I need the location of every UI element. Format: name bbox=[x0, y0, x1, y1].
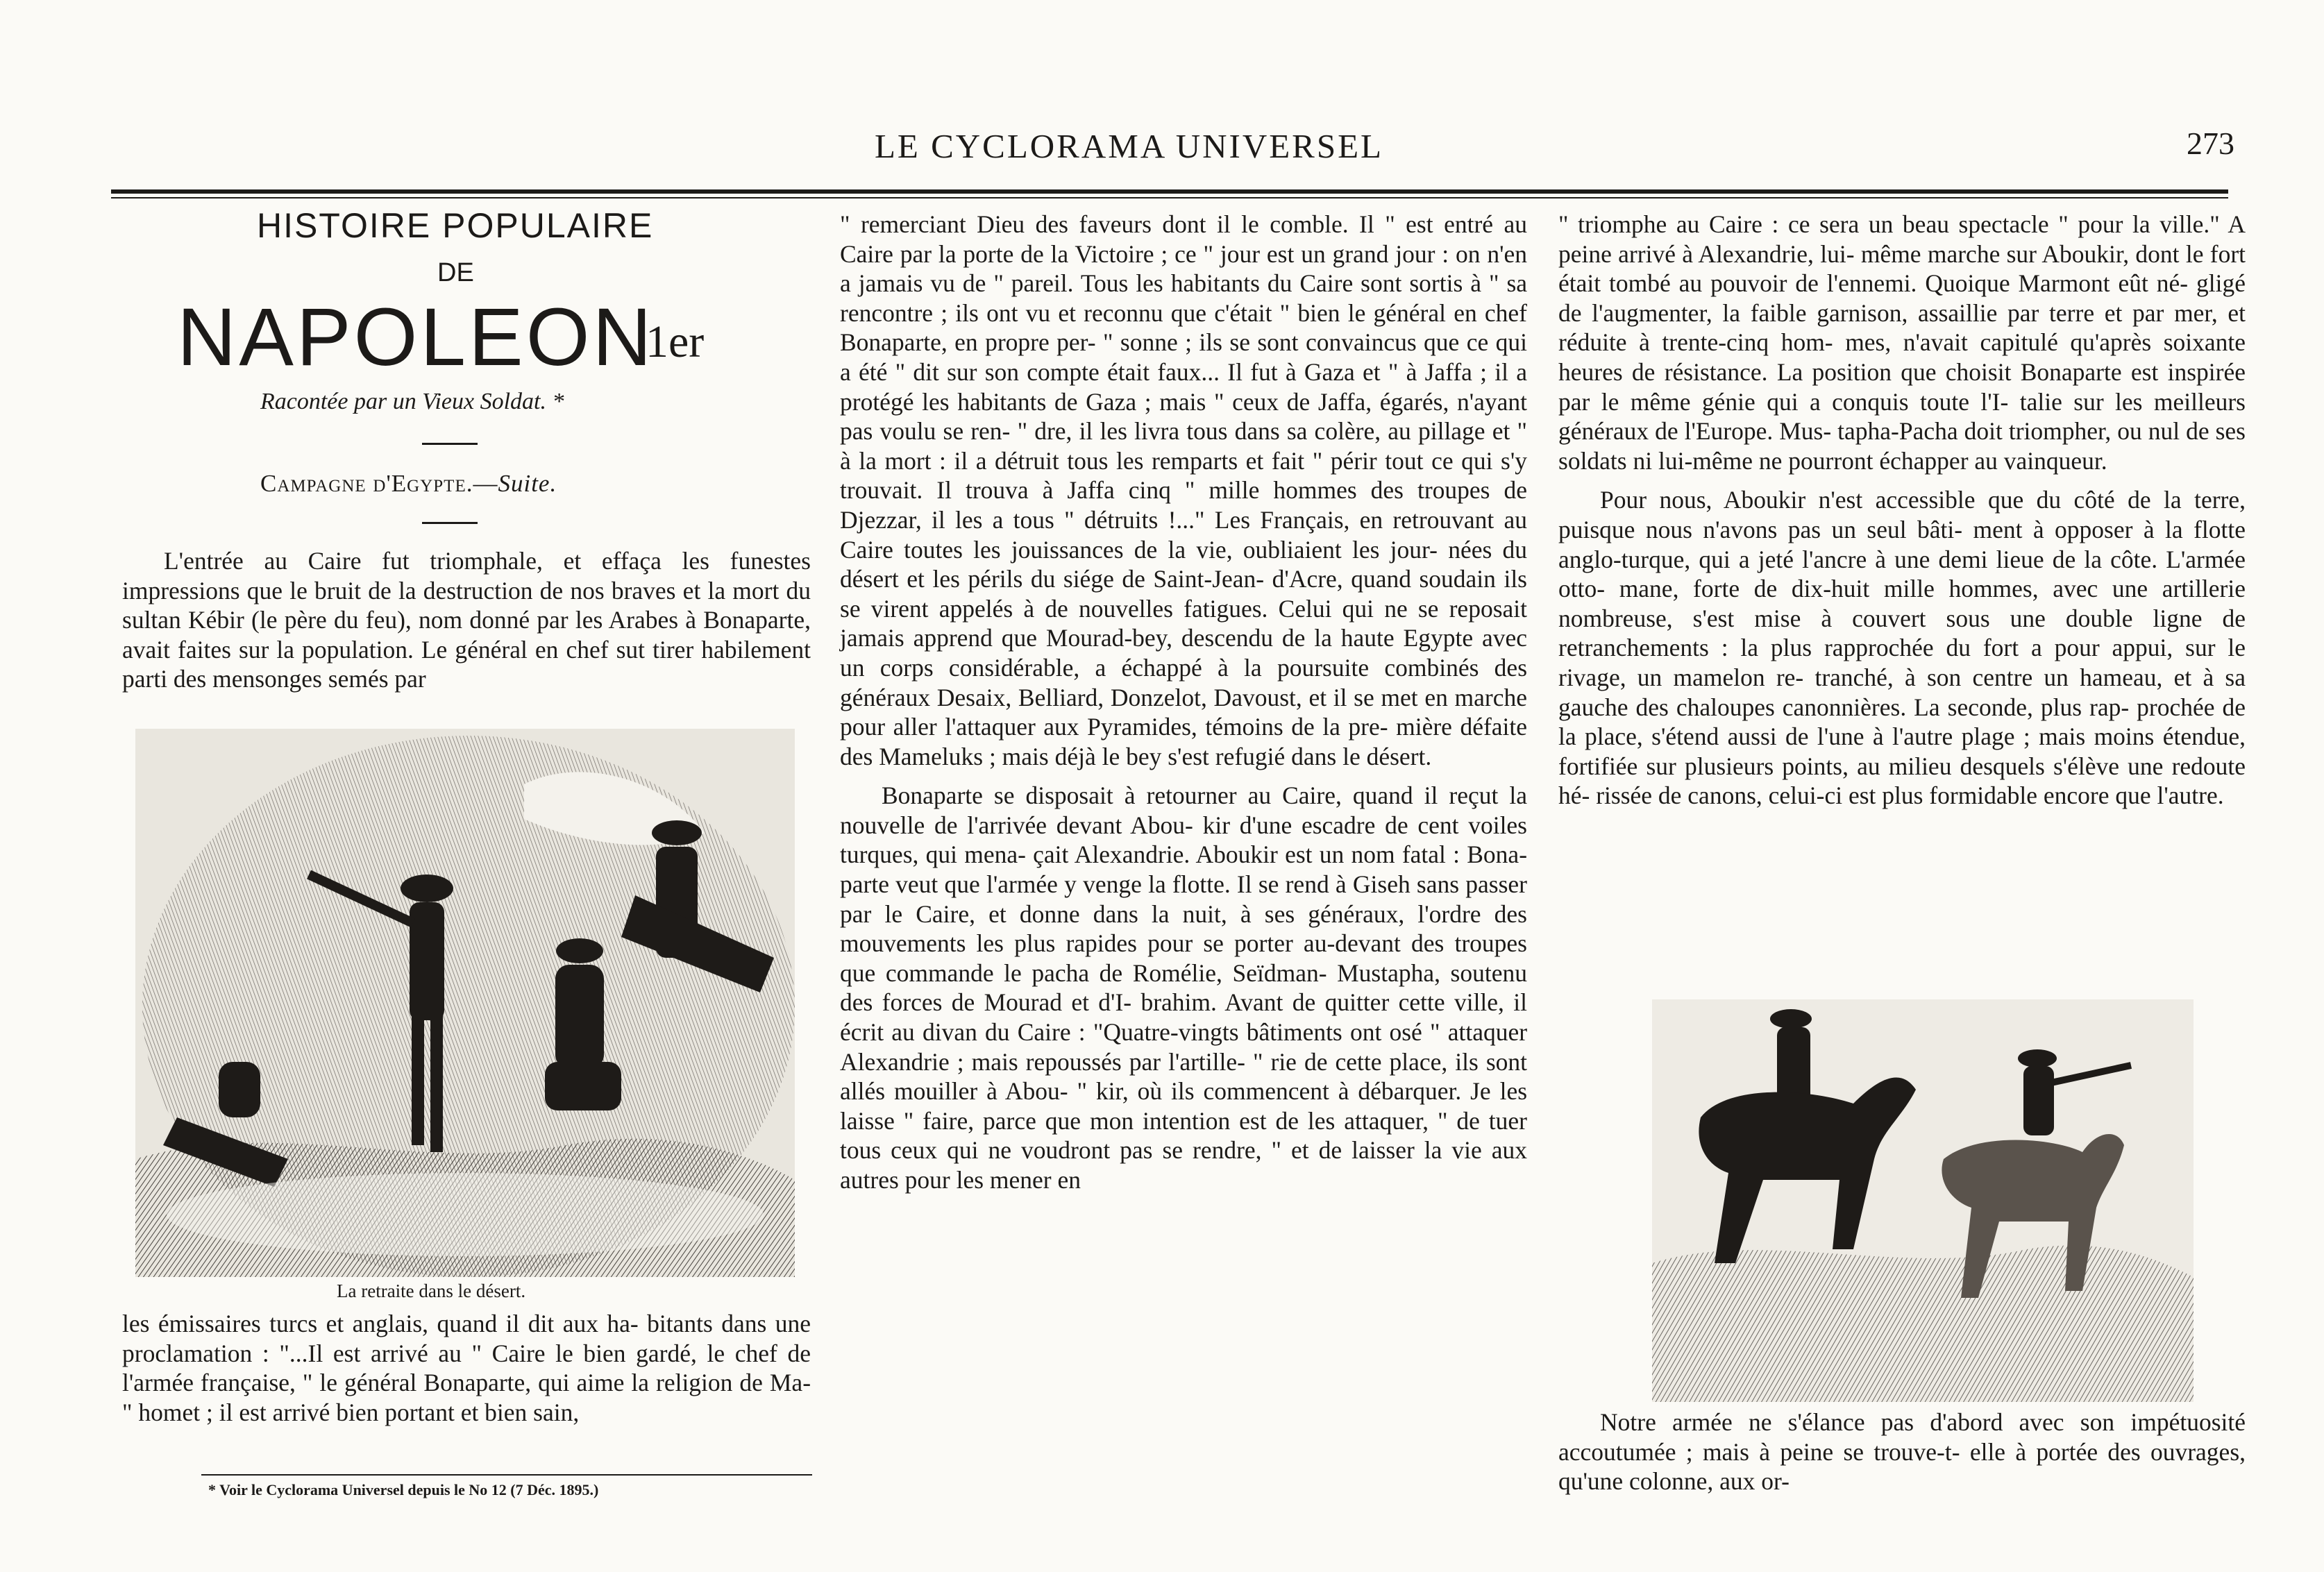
text-line: du fort a pour appui, sur le rivage, un mamelon re- bbox=[1558, 634, 2246, 691]
text-line: double ligne de retranchements : la plus rapprochée bbox=[1558, 604, 2246, 662]
text-line: " bien le général en chef Bonaparte, en propre per- bbox=[840, 298, 1528, 357]
text-line: kir d'une escadre de cent voiles turques, qui mena- bbox=[840, 811, 1528, 869]
text-line: points, au milieu desquels s'élève une redoute hé- bbox=[1558, 752, 2246, 810]
article-byline: Racontée par un Vieux Soldat. * bbox=[260, 389, 564, 414]
text-line: " pareil. Tous les habitants du Caire sont sortis à bbox=[993, 269, 1481, 298]
text-line: refugié dans le désert. bbox=[1215, 742, 1432, 770]
text-line: du feu), nom donné par les Arabes à Bonaparte, bbox=[334, 606, 811, 634]
text-line: " sa rencontre ; ils ont vu et reconnu que c'était bbox=[840, 269, 1528, 327]
text-line: par terre et par mer, et réduite à trente-cinq hom- bbox=[1558, 298, 2246, 357]
text-line: " sonne ; ils se sont convaincus que ce qui a été bbox=[840, 328, 1528, 386]
text-line: elle à portée des ouvrages, qu'une colonne, aux or- bbox=[1558, 1437, 2246, 1496]
text-line: poursuite combinés des généraux Desaix, Belliard, bbox=[840, 653, 1528, 711]
column-1-top bbox=[122, 546, 811, 694]
article-title-ordinal: 1er bbox=[646, 316, 705, 367]
engraving-cavalry-image bbox=[1652, 999, 2194, 1402]
text-line: de la terre, puisque nous n'avons pas un seul bâti- bbox=[1558, 486, 2246, 543]
text-line: Pour nous, Aboukir n'est accessible que du côté bbox=[1600, 486, 2115, 514]
footnote-rule bbox=[201, 1474, 812, 1476]
text-line: gligé de l'augmenter, la faible garnison, assaillie bbox=[1558, 269, 2246, 327]
text-line: " de tuer tous ceux qui ne voudront pas se rendre, bbox=[840, 1106, 1527, 1165]
text-line: bitants dans une proclamation : "...Il est arrivé au bbox=[122, 1310, 811, 1367]
text-line: au pouvoir de l'ennemi. Quoique Marmont eût né- bbox=[1678, 269, 2189, 298]
text-line: les émissaires turcs et anglais, quand il dit aux ha- bbox=[122, 1310, 639, 1337]
engraving-retreat-desert bbox=[135, 729, 795, 1277]
text-line: " à Jaffa ; il a protégé les habitants de Gaza ; mais bbox=[840, 357, 1527, 416]
text-line: aller l'attaquer aux Pyramides, témoins de la pre- bbox=[893, 713, 1388, 741]
text-line: " rie de cette place, ils sont allés mouiller à Abou- bbox=[840, 1047, 1528, 1106]
section-heading bbox=[260, 470, 557, 498]
running-title: LE CYCLORAMA UNIVERSEL bbox=[875, 127, 1383, 165]
text-line: funestes impressions que le bruit de la destruction bbox=[122, 547, 811, 605]
text-line: mes, n'avait capitulé qu'après soixante heures de bbox=[1558, 328, 2246, 386]
text-line: mière défaite des Mameluks ; mais déjà le bey s'est bbox=[840, 713, 1528, 770]
text-line: Donzelot, Davoust, et il se met en marche pour bbox=[840, 683, 1528, 741]
text-line: parte veut que l'armée y venge la flotte. Il se rend bbox=[840, 870, 1329, 899]
text-line: " dre, il les livra tous dans sa colère, au pillage et bbox=[1017, 417, 1510, 446]
text-line: ni lui-même ne pourront échapper au vainqueur. bbox=[1633, 446, 2107, 475]
text-line: " est entré au Caire par la porte de la Victoire ; ce bbox=[840, 210, 1527, 268]
text-line: quand il reçut la nouvelle de l'arrivée devant Abou- bbox=[840, 781, 1527, 839]
text-line: " mille hommes des troupes de Djezzar, il les a tous bbox=[840, 476, 1527, 534]
text-line: à Giseh sans passer par le Caire, et donne dans la bbox=[840, 870, 1527, 928]
text-line: " faire, parce que mon intention est de les attaquer, bbox=[903, 1106, 1429, 1135]
text-line: nuit, à ses généraux, l'ordre des mouvements les bbox=[840, 899, 1527, 958]
text-line: L'entrée au Caire fut triomphale, et effaça les bbox=[164, 547, 709, 575]
heading-divider bbox=[422, 443, 478, 445]
paragraph bbox=[1558, 210, 2246, 475]
text-line: des chaloupes canonnières. La seconde, plus rap- bbox=[1635, 693, 2130, 721]
text-line: divan du Caire : "Quatre-vingts bâtiments ont osé bbox=[922, 1018, 1422, 1047]
text-line: l'ancre à une demi lieue de la côte. L'armée otto- bbox=[1558, 545, 2246, 603]
illustration-caption: La retraite dans le désert. bbox=[337, 1281, 526, 1301]
text-line: que commande le pacha de Romélie, Seïdman- bbox=[840, 958, 1327, 987]
text-line: " pour la ville." A peine arrivé à Alexandrie, lui- bbox=[1558, 210, 2246, 268]
text-line: " homet ; il est arrivé bien portant et bien sain, bbox=[122, 1398, 580, 1426]
paragraph bbox=[122, 1309, 811, 1427]
text-line: toutes les jouissances de la vie, oubliaient les jour- bbox=[904, 535, 1438, 564]
text-line: résistance. La position que choisit Bonaparte est bbox=[1664, 357, 2159, 386]
text-line: plus rapides pour se porter au-devant des troupes bbox=[1014, 929, 1527, 958]
text-line: artillerie nombreuse, s'est mise à couvert sous une bbox=[1558, 575, 2246, 632]
engraving-retreat-desert-image bbox=[135, 729, 795, 1277]
text-line: ment à opposer à la flotte anglo-turque, qui a jeté bbox=[1558, 515, 2246, 573]
text-line: prochée de la place, s'étend aussi de l'une à l'autre bbox=[1558, 693, 2246, 751]
column-1-bottom bbox=[122, 1309, 811, 1427]
article-kicker: HISTOIRE POPULAIRE bbox=[257, 206, 654, 245]
text-line: çait Alexandrie. Aboukir est un nom fatal : Bona- bbox=[1033, 840, 1528, 869]
text-line: " périr tout ce qui s'y trouvait. Il trouva à Jaffa cinq bbox=[840, 446, 1527, 505]
article-title: NAPOLEON bbox=[177, 291, 655, 383]
paragraph bbox=[840, 210, 1527, 771]
footnote: * Voir le Cyclorama Universel depuis le No 12 (7 Déc. 1895.) bbox=[208, 1481, 599, 1498]
header-rule-thin bbox=[111, 197, 2228, 198]
text-line: même marche sur Aboukir, dont le fort était tombé bbox=[1558, 239, 2246, 298]
text-line: " à la mort : il a détruit tous les remparts et fait bbox=[840, 417, 1528, 475]
text-line: " dit sur son compte était faux... Il fut à Gaza et bbox=[895, 357, 1381, 386]
header-rule bbox=[111, 189, 2228, 194]
text-line: " le général Bonaparte, qui aime la religion de Ma- bbox=[302, 1369, 811, 1397]
text-line: talie sur les meilleurs généraux de l'Europe. Mus- bbox=[1558, 387, 2246, 446]
column-3 bbox=[1558, 210, 2246, 811]
article-de: DE bbox=[437, 258, 474, 287]
text-line: rissée de canons, celui-ci est plus formidable encore bbox=[1596, 781, 2110, 810]
text-line: plage ; mais moins étendue, fortifiée sur plusieurs bbox=[1558, 722, 2246, 780]
text-line: d'Acre, quand soudain ils se virent appelés à de bbox=[840, 565, 1527, 623]
column-2 bbox=[840, 210, 1527, 1195]
text-line: tapha-Pacha doit triompher, ou nul de ses soldats bbox=[1558, 417, 2246, 475]
engraving-cavalry bbox=[1652, 999, 2194, 1402]
heading-divider-2 bbox=[422, 522, 478, 524]
paragraph bbox=[122, 546, 811, 694]
text-line: " remerciant Dieu des faveurs dont il le comble. Il bbox=[840, 210, 1374, 238]
text-line: " détruits !..." Les Français, en retrouvant au Caire bbox=[840, 505, 1528, 564]
text-line: sut tirer habilement parti des mensonges semés par bbox=[122, 635, 811, 693]
text-line: brahim. Avant de quitter cette ville, il écrit au bbox=[840, 988, 1527, 1047]
paragraph bbox=[1558, 1408, 2246, 1496]
text-line: de nos braves et la mort du sultan Kébir (le père bbox=[122, 576, 811, 634]
text-line: avait faites sur la population. Le général en chef bbox=[122, 635, 609, 664]
section-heading-suffix: Suite. bbox=[498, 470, 557, 497]
text-line: impétuosité accoutumée ; mais à peine se trouve-t- bbox=[1558, 1408, 2246, 1466]
text-line: Mustapha, soutenu des forces de Mourad et d'I- bbox=[840, 958, 1527, 1017]
text-line: apprend que Mourad-bey, descendu de la haute bbox=[913, 624, 1395, 652]
text-line: Bonaparte se disposait à retourner au Caire, bbox=[882, 781, 1342, 810]
page-number: 273 bbox=[2187, 126, 2234, 161]
paragraph bbox=[840, 781, 1527, 1194]
column-3-bottom bbox=[1558, 1408, 2246, 1496]
text-line: " triomphe au Caire : ce sera un beau spectacle bbox=[1558, 210, 2049, 238]
text-line: que l'autre. bbox=[2115, 781, 2224, 810]
text-line: nées du désert et les périls du siége de Saint-Jean- bbox=[840, 535, 1527, 593]
text-line: " attaquer Alexandrie ; mais repoussés par l'artille- bbox=[840, 1018, 1528, 1076]
text-line: " ceux de Jaffa, égarés, n'ayant pas voulu se ren- bbox=[840, 387, 1527, 446]
text-line: Egypte avec un corps considérable, a échappé à la bbox=[840, 624, 1527, 682]
text-line: tranché, à son centre un hameau, et à sa gauche bbox=[1558, 663, 2246, 721]
text-line: nouvelles fatigues. Celui qui ne se reposait jamais bbox=[840, 594, 1527, 652]
text-line: " et de laisser la vie aux autres pour les mener en bbox=[840, 1136, 1528, 1194]
text-line: Notre armée ne s'élance pas d'abord avec son bbox=[1600, 1408, 2115, 1436]
paragraph bbox=[1558, 485, 2246, 811]
text-line: inspirée par le même génie qui a conquis toute l'I- bbox=[1558, 357, 2246, 416]
text-line: " kir, où ils commencent à débarquer. Je les laisse bbox=[840, 1077, 1528, 1135]
text-line: " Caire le bien gardé, le chef de l'armée française, bbox=[122, 1339, 811, 1397]
text-line: mane, forte de dix-huit mille hommes, avec une bbox=[1619, 575, 2148, 603]
section-heading-text: Campagne d'Egypte.— bbox=[260, 470, 498, 497]
text-line: " jour est un grand jour : on n'en a jamais vu de bbox=[840, 239, 1528, 298]
